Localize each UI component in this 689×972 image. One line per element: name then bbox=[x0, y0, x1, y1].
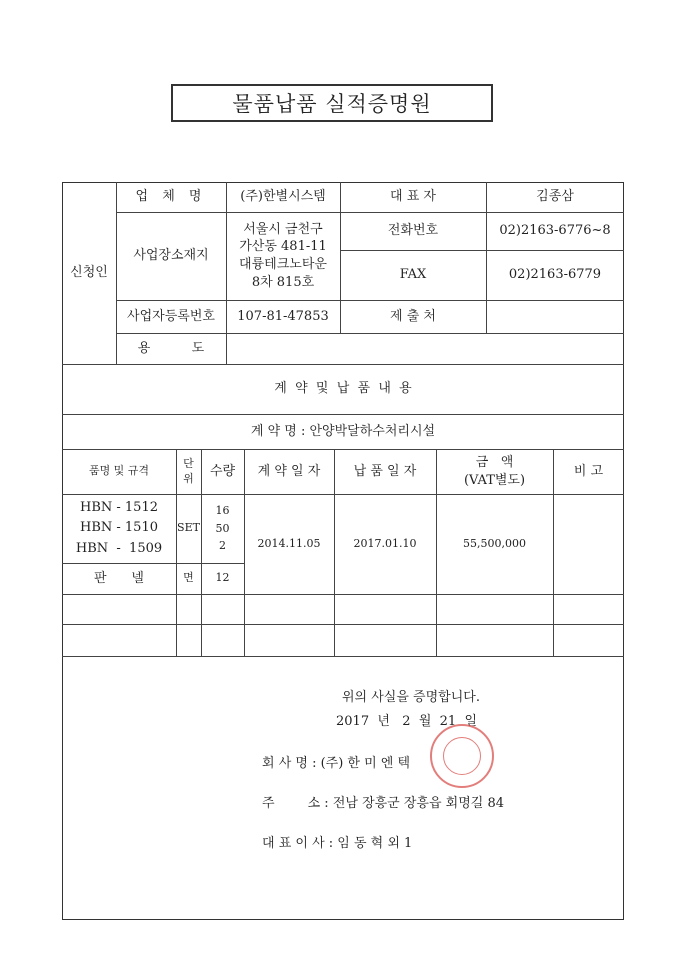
col-qty: 수량 bbox=[209, 463, 236, 479]
ceo-label: 대 표 자 bbox=[390, 189, 436, 205]
item-name: HBN - 1510 bbox=[79, 520, 158, 536]
item-names bbox=[62, 494, 176, 563]
fax-value: 02)2163-6779 bbox=[508, 267, 602, 283]
col-unit-top: 단 bbox=[183, 456, 194, 470]
col-amount bbox=[436, 449, 553, 494]
issuer-ceo: 대 표 이 사 : 임 동 혁 외 1 bbox=[262, 836, 413, 851]
seal-inner-ring bbox=[443, 737, 481, 775]
contract-section-title: 계 약 및 납 품 내 용 bbox=[274, 381, 412, 397]
company-value: (주)한별시스템 bbox=[240, 189, 326, 205]
col-contract-date: 계 약 일 자 bbox=[257, 463, 321, 479]
contract-date-value: 2014.11.05 bbox=[257, 536, 321, 550]
issuer-address: 주 소 : 전남 장흥군 장흥읍 회명길 84 bbox=[262, 796, 505, 811]
address-line: 8차 815호 bbox=[251, 274, 315, 290]
item-qty: 2 bbox=[219, 539, 226, 553]
phone-label: 전화번호 bbox=[387, 223, 439, 239]
col-unit bbox=[176, 449, 201, 494]
issuer-company: 회 사 명 : (주) 한 미 엔 텍 bbox=[262, 756, 411, 771]
item-name: HBN - 1509 bbox=[75, 540, 163, 556]
col-unit-bottom: 위 bbox=[183, 471, 194, 485]
rule bbox=[62, 656, 624, 657]
items-unit: SET bbox=[177, 521, 200, 535]
col-item: 품명 및 규격 bbox=[88, 464, 150, 478]
regno-label: 사업자등록번호 bbox=[127, 308, 215, 324]
col-note: 비 고 bbox=[573, 463, 604, 479]
item-qtys bbox=[201, 494, 244, 563]
submit-label: 제 출 처 bbox=[390, 308, 436, 324]
item-qty: 50 bbox=[215, 521, 230, 535]
certify-text: 위의 사실을 증명합니다. bbox=[342, 690, 480, 705]
panel-qty: 12 bbox=[215, 571, 230, 585]
contract-name: 계 약 명 : 안양박달하수처리시설 bbox=[250, 423, 436, 439]
address-line: 가산동 481-11 bbox=[239, 239, 327, 255]
panel-name: 판 넬 bbox=[94, 570, 144, 586]
address-label: 사업장소재지 bbox=[133, 248, 209, 264]
address-line: 서울시 금천구 bbox=[243, 221, 323, 237]
submit-value bbox=[486, 300, 624, 333]
col-delivery-date: 납 품 일 자 bbox=[353, 463, 417, 479]
delivery-date-value: 2017.01.10 bbox=[353, 536, 417, 550]
ceo-value: 김종삼 bbox=[536, 189, 574, 205]
panel-unit: 면 bbox=[183, 571, 194, 585]
company-label: 업 체 명 bbox=[135, 189, 207, 205]
col-amount-top: 금 액 bbox=[475, 454, 514, 470]
rule bbox=[62, 594, 624, 595]
col-amount-bottom: (VAT별도) bbox=[463, 472, 526, 488]
rule bbox=[62, 624, 624, 625]
applicant-label: 신청인 bbox=[70, 265, 108, 281]
company-seal-icon bbox=[430, 724, 494, 788]
phone-value: 02)2163-6776~8 bbox=[499, 223, 611, 239]
amount-value: 55,500,000 bbox=[463, 536, 526, 550]
item-name: HBN - 1512 bbox=[79, 500, 158, 516]
regno-value: 107-81-47853 bbox=[237, 308, 329, 324]
address-value bbox=[226, 212, 340, 300]
purpose-value bbox=[226, 333, 624, 364]
date-text: 2017 년 2 월 21 일 bbox=[336, 714, 478, 729]
document-title: 물품납품 실적증명원 bbox=[171, 84, 493, 122]
item-qty: 16 bbox=[215, 504, 230, 518]
purpose-label: 용 도 bbox=[137, 340, 205, 356]
fax-label: FAX bbox=[399, 267, 427, 283]
address-line: 대륭테크노타운 bbox=[239, 257, 327, 272]
